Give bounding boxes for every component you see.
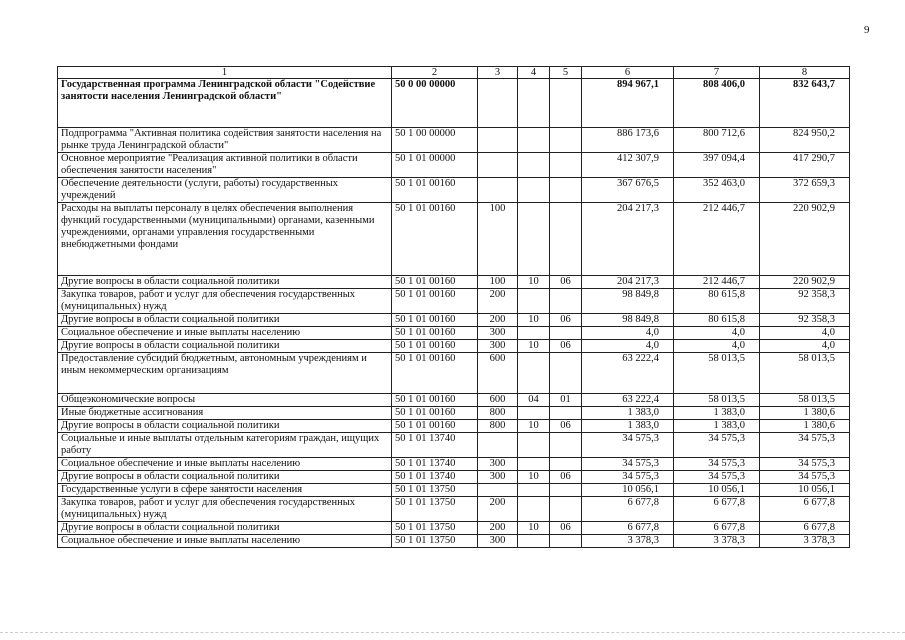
- row-name-cell: Другие вопросы в области социальной политики: [58, 471, 392, 484]
- row-value-7-cell: 6 677,8: [674, 497, 760, 522]
- page-number: 9: [864, 24, 870, 36]
- row-col4-cell: [518, 289, 550, 314]
- row-col4-cell: [518, 327, 550, 340]
- row-col3-cell: [478, 153, 518, 178]
- row-col5-cell: [550, 458, 582, 471]
- row-code-cell: 50 1 01 00160: [392, 203, 478, 276]
- row-col5-cell: 06: [550, 276, 582, 289]
- table-row: [58, 289, 850, 314]
- row-col5-cell: [550, 484, 582, 497]
- row-name-cell: Другие вопросы в области социальной политики: [58, 276, 392, 289]
- row-value-6-cell: 204 217,3: [582, 203, 674, 276]
- row-code-cell: 50 1 01 13750: [392, 497, 478, 522]
- row-code-cell: 50 1 01 13740: [392, 458, 478, 471]
- row-code-cell: 50 1 01 00160: [392, 420, 478, 433]
- row-value-7-cell: 4,0: [674, 327, 760, 340]
- table-row: [58, 276, 850, 289]
- row-col5-cell: 06: [550, 340, 582, 353]
- row-col3-cell: 300: [478, 327, 518, 340]
- row-name-cell: Другие вопросы в области социальной политики: [58, 340, 392, 353]
- table-row: [58, 407, 850, 420]
- header-cell: 5: [550, 67, 582, 79]
- row-code-cell: 50 1 01 00160: [392, 289, 478, 314]
- row-name-cell: Закупка товаров, работ и услуг для обеспечения государственных (муниципальных) нужд: [58, 497, 392, 522]
- table-row: [58, 497, 850, 522]
- row-col5-cell: 06: [550, 522, 582, 535]
- row-col3-cell: 100: [478, 276, 518, 289]
- row-value-6-cell: 1 383,0: [582, 407, 674, 420]
- row-name-cell: Подпрограмма "Активная политика содействия занятости населения на рынке труда Ленинградской области": [58, 128, 392, 153]
- row-value-7-cell: 1 383,0: [674, 407, 760, 420]
- row-value-6-cell: 204 217,3: [582, 276, 674, 289]
- row-col3-cell: [478, 178, 518, 203]
- row-col5-cell: [550, 327, 582, 340]
- row-value-8-cell: 417 290,7: [760, 153, 850, 178]
- row-value-6-cell: 34 575,3: [582, 433, 674, 458]
- table-row: [58, 327, 850, 340]
- row-name-cell: Расходы на выплаты персоналу в целях обеспечения выполнения функций государственными (муниципальными) органами, казенными учреждениями, органами управления государственными внебюджетными фондами: [58, 203, 392, 276]
- table-row: [58, 471, 850, 484]
- table-row: [58, 484, 850, 497]
- row-col4-cell: 10: [518, 471, 550, 484]
- row-col3-cell: 300: [478, 471, 518, 484]
- row-col3-cell: 300: [478, 458, 518, 471]
- row-col3-cell: 100: [478, 203, 518, 276]
- row-name-cell: Другие вопросы в области социальной политики: [58, 522, 392, 535]
- table-row: [58, 458, 850, 471]
- row-col5-cell: [550, 535, 582, 548]
- row-col5-cell: 06: [550, 314, 582, 327]
- row-name-cell: Социальное обеспечение и иные выплаты населению: [58, 535, 392, 548]
- row-code-cell: 50 1 01 00000: [392, 153, 478, 178]
- row-col4-cell: 10: [518, 314, 550, 327]
- row-name-cell: Социальное обеспечение и иные выплаты населению: [58, 327, 392, 340]
- row-value-8-cell: 34 575,3: [760, 471, 850, 484]
- table-row: [58, 178, 850, 203]
- table-row: [58, 353, 850, 394]
- row-value-8-cell: 832 643,7: [760, 79, 850, 128]
- header-cell: 6: [582, 67, 674, 79]
- row-value-8-cell: 6 677,8: [760, 522, 850, 535]
- row-value-8-cell: 220 902,9: [760, 203, 850, 276]
- row-col5-cell: [550, 79, 582, 128]
- row-name-cell: Другие вопросы в области социальной политики: [58, 420, 392, 433]
- row-value-6-cell: 894 967,1: [582, 79, 674, 128]
- row-col3-cell: 300: [478, 535, 518, 548]
- row-col3-cell: 200: [478, 314, 518, 327]
- row-value-7-cell: 212 446,7: [674, 276, 760, 289]
- row-value-8-cell: 220 902,9: [760, 276, 850, 289]
- row-value-8-cell: 58 013,5: [760, 353, 850, 394]
- row-code-cell: 50 1 00 00000: [392, 128, 478, 153]
- row-value-8-cell: 1 380,6: [760, 420, 850, 433]
- row-col5-cell: [550, 407, 582, 420]
- row-col3-cell: 800: [478, 407, 518, 420]
- row-col5-cell: 06: [550, 471, 582, 484]
- row-col5-cell: [550, 353, 582, 394]
- row-col3-cell: 600: [478, 353, 518, 394]
- row-col4-cell: 10: [518, 420, 550, 433]
- row-col4-cell: [518, 178, 550, 203]
- row-col3-cell: 300: [478, 340, 518, 353]
- row-name-cell: Государственные услуги в сфере занятости населения: [58, 484, 392, 497]
- row-value-6-cell: 886 173,6: [582, 128, 674, 153]
- table-row: [58, 79, 850, 128]
- row-col3-cell: [478, 484, 518, 497]
- row-value-6-cell: 367 676,5: [582, 178, 674, 203]
- row-col4-cell: [518, 128, 550, 153]
- row-code-cell: 50 1 01 00160: [392, 327, 478, 340]
- row-col5-cell: [550, 203, 582, 276]
- row-col4-cell: [518, 407, 550, 420]
- row-col4-cell: [518, 433, 550, 458]
- row-col4-cell: [518, 79, 550, 128]
- row-value-6-cell: 1 383,0: [582, 420, 674, 433]
- row-value-8-cell: 824 950,2: [760, 128, 850, 153]
- row-code-cell: 50 1 01 00160: [392, 276, 478, 289]
- row-value-7-cell: 1 383,0: [674, 420, 760, 433]
- header-cell: 8: [760, 67, 850, 79]
- header-cell: 3: [478, 67, 518, 79]
- row-value-6-cell: 34 575,3: [582, 471, 674, 484]
- row-col5-cell: 01: [550, 394, 582, 407]
- row-value-7-cell: 4,0: [674, 340, 760, 353]
- row-code-cell: 50 1 01 13750: [392, 484, 478, 497]
- table-row: [58, 394, 850, 407]
- row-value-6-cell: 3 378,3: [582, 535, 674, 548]
- row-value-7-cell: 34 575,3: [674, 471, 760, 484]
- row-name-cell: Закупка товаров, работ и услуг для обеспечения государственных (муниципальных) нужд: [58, 289, 392, 314]
- row-col4-cell: 10: [518, 340, 550, 353]
- row-col3-cell: 200: [478, 522, 518, 535]
- row-code-cell: 50 1 01 13740: [392, 471, 478, 484]
- row-col5-cell: [550, 433, 582, 458]
- header-cell: 7: [674, 67, 760, 79]
- row-name-cell: Социальное обеспечение и иные выплаты населению: [58, 458, 392, 471]
- row-code-cell: 50 1 01 13750: [392, 535, 478, 548]
- row-value-8-cell: 34 575,3: [760, 433, 850, 458]
- row-col3-cell: [478, 79, 518, 128]
- row-value-7-cell: 34 575,3: [674, 433, 760, 458]
- row-value-7-cell: 352 463,0: [674, 178, 760, 203]
- header-cell: 1: [58, 67, 392, 79]
- row-value-6-cell: 6 677,8: [582, 497, 674, 522]
- row-value-7-cell: 397 094,4: [674, 153, 760, 178]
- row-value-8-cell: 3 378,3: [760, 535, 850, 548]
- row-value-7-cell: 212 446,7: [674, 203, 760, 276]
- row-code-cell: 50 1 01 00160: [392, 353, 478, 394]
- row-name-cell: Обеспечение деятельности (услуги, работы) государственных учреждений: [58, 178, 392, 203]
- table-row: [58, 535, 850, 548]
- row-col5-cell: [550, 128, 582, 153]
- header-cell: 4: [518, 67, 550, 79]
- row-code-cell: 50 1 01 00160: [392, 178, 478, 203]
- row-name-cell: Основное мероприятие "Реализация активной политики в области обеспечения занятости населения": [58, 153, 392, 178]
- table-row: [58, 128, 850, 153]
- row-col5-cell: [550, 178, 582, 203]
- row-col4-cell: 10: [518, 276, 550, 289]
- row-value-6-cell: 98 849,8: [582, 289, 674, 314]
- row-col5-cell: 06: [550, 420, 582, 433]
- row-value-8-cell: 58 013,5: [760, 394, 850, 407]
- row-value-7-cell: 80 615,8: [674, 289, 760, 314]
- row-name-cell: Государственная программа Ленинградской области "Содействие занятости населения Ленинградской области": [58, 79, 392, 128]
- row-value-8-cell: 34 575,3: [760, 458, 850, 471]
- row-value-7-cell: 58 013,5: [674, 394, 760, 407]
- header-row: [58, 67, 850, 79]
- table-row: [58, 153, 850, 178]
- row-name-cell: Предоставление субсидий бюджетным, автономным учреждениям и иным некоммерческим организациям: [58, 353, 392, 394]
- table-row: [58, 340, 850, 353]
- header-cell: 2: [392, 67, 478, 79]
- row-col4-cell: [518, 353, 550, 394]
- row-col4-cell: 10: [518, 522, 550, 535]
- row-col5-cell: [550, 289, 582, 314]
- row-value-8-cell: 1 380,6: [760, 407, 850, 420]
- row-value-7-cell: 58 013,5: [674, 353, 760, 394]
- row-code-cell: 50 1 01 13740: [392, 433, 478, 458]
- row-col4-cell: 04: [518, 394, 550, 407]
- row-value-7-cell: 6 677,8: [674, 522, 760, 535]
- row-code-cell: 50 1 01 13750: [392, 522, 478, 535]
- row-code-cell: 50 1 01 00160: [392, 340, 478, 353]
- budget-table: [57, 66, 850, 548]
- row-col5-cell: [550, 497, 582, 522]
- row-code-cell: 50 1 01 00160: [392, 394, 478, 407]
- table-row: [58, 314, 850, 327]
- row-value-8-cell: 372 659,3: [760, 178, 850, 203]
- row-col3-cell: [478, 128, 518, 153]
- table-row: [58, 420, 850, 433]
- row-col3-cell: 200: [478, 289, 518, 314]
- row-value-8-cell: 4,0: [760, 327, 850, 340]
- row-value-8-cell: 4,0: [760, 340, 850, 353]
- table-row: [58, 433, 850, 458]
- row-code-cell: 50 0 00 00000: [392, 79, 478, 128]
- row-value-7-cell: 808 406,0: [674, 79, 760, 128]
- row-name-cell: Иные бюджетные ассигнования: [58, 407, 392, 420]
- row-col3-cell: [478, 433, 518, 458]
- row-col4-cell: [518, 535, 550, 548]
- row-value-7-cell: 800 712,6: [674, 128, 760, 153]
- row-code-cell: 50 1 01 00160: [392, 314, 478, 327]
- row-col4-cell: [518, 153, 550, 178]
- row-value-6-cell: 4,0: [582, 327, 674, 340]
- row-name-cell: Другие вопросы в области социальной политики: [58, 314, 392, 327]
- row-value-6-cell: 6 677,8: [582, 522, 674, 535]
- row-col5-cell: [550, 153, 582, 178]
- row-col4-cell: [518, 203, 550, 276]
- table-row: [58, 203, 850, 276]
- row-col3-cell: 800: [478, 420, 518, 433]
- row-value-8-cell: 6 677,8: [760, 497, 850, 522]
- row-value-7-cell: 10 056,1: [674, 484, 760, 497]
- row-value-6-cell: 63 222,4: [582, 353, 674, 394]
- row-col4-cell: [518, 484, 550, 497]
- row-value-6-cell: 98 849,8: [582, 314, 674, 327]
- row-col4-cell: [518, 497, 550, 522]
- row-value-8-cell: 92 358,3: [760, 289, 850, 314]
- table-row: [58, 522, 850, 535]
- row-value-8-cell: 10 056,1: [760, 484, 850, 497]
- row-value-6-cell: 10 056,1: [582, 484, 674, 497]
- row-value-7-cell: 3 378,3: [674, 535, 760, 548]
- row-value-6-cell: 412 307,9: [582, 153, 674, 178]
- row-value-6-cell: 34 575,3: [582, 458, 674, 471]
- row-col3-cell: 600: [478, 394, 518, 407]
- row-code-cell: 50 1 01 00160: [392, 407, 478, 420]
- row-value-7-cell: 34 575,3: [674, 458, 760, 471]
- row-value-6-cell: 4,0: [582, 340, 674, 353]
- row-col4-cell: [518, 458, 550, 471]
- row-col3-cell: 200: [478, 497, 518, 522]
- row-value-6-cell: 63 222,4: [582, 394, 674, 407]
- row-name-cell: Социальные и иные выплаты отдельным категориям граждан, ищущих работу: [58, 433, 392, 458]
- row-value-7-cell: 80 615,8: [674, 314, 760, 327]
- row-name-cell: Общеэкономические вопросы: [58, 394, 392, 407]
- page-bottom-divider: [0, 632, 905, 633]
- row-value-8-cell: 92 358,3: [760, 314, 850, 327]
